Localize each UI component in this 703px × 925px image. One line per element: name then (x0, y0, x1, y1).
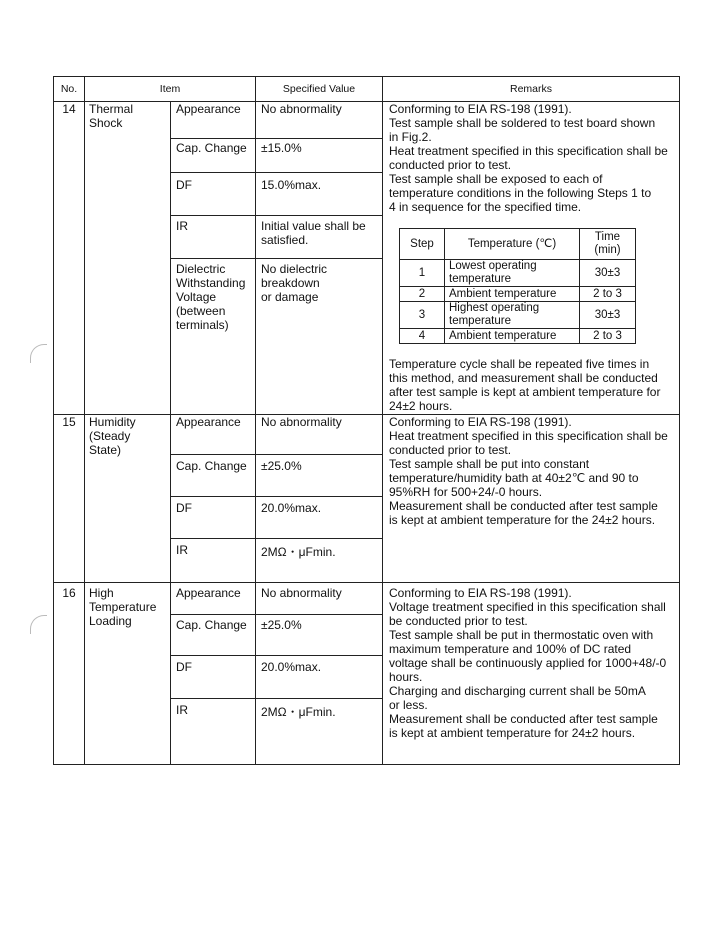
spec-value: No abnormality (261, 586, 342, 600)
sub-item-label: IR (176, 703, 188, 717)
col-divider-no (84, 76, 85, 765)
subrow-divider (170, 698, 383, 699)
sub-item-label: DF (176, 178, 192, 192)
remarks-text: Temperature cycle shall be repeated five times in this method, and measurement shall be conducted after test sample is kept at ambient temperature for 24±2 hours. (389, 357, 661, 413)
steps-cell-time: 30±3 (580, 302, 636, 329)
table-border-top (53, 76, 680, 77)
steps-cell-step: 3 (400, 302, 445, 329)
subrow-divider (170, 138, 383, 139)
sub-item-label: DF (176, 501, 192, 515)
steps-cell-step: 1 (400, 260, 445, 287)
spec-value: 2MΩ・μFmin. (261, 705, 336, 719)
scan-mark (30, 615, 47, 634)
row-number: 14 (62, 102, 76, 116)
sub-item-label: Appearance (176, 415, 241, 429)
subrow-divider (170, 258, 383, 259)
spec-value: 20.0%max. (261, 660, 322, 674)
test-item-name: Humidity (Steady State) (89, 415, 136, 457)
spec-value: 15.0%max. (261, 178, 322, 192)
spec-value: ±25.0% (261, 459, 302, 473)
table-border-bottom (53, 764, 680, 765)
test-item-name: High Temperature Loading (89, 586, 157, 628)
sub-item-label: Cap. Change (176, 141, 247, 155)
sub-item-label: IR (176, 219, 188, 233)
temperature-steps-table (399, 228, 636, 344)
col-divider-sub (255, 76, 256, 765)
steps-cell-step: 2 (400, 287, 445, 302)
table-border-right (679, 76, 680, 765)
remarks-text: Conforming to EIA RS-198 (1991). Heat treatment specified in this specification shall be conducted prior to test. Test sample shall be put into constant temperature/humidity bath at 40±2℃ and 90 to 95%RH for 500+24/-0 hours. Measurement shall be conducted after test sample is kept at ambient temperature for the 24±2 hours. (389, 415, 668, 527)
spec-value: 2MΩ・μFmin. (261, 545, 336, 559)
header-no: No. (60, 83, 78, 95)
sub-item-label: Cap. Change (176, 618, 247, 632)
spec-value: No abnormality (261, 415, 342, 429)
steps-header-step: Step (400, 229, 445, 260)
steps-cell-temperature: Highest operating temperature (445, 302, 580, 329)
header-item: Item (159, 83, 181, 95)
remarks-text: Conforming to EIA RS-198 (1991). Test sample shall be soldered to test board shown in Fig.2. Heat treatment specified in this specification shall be conducted prior to test. Test sample shall be exposed to each of temperature conditions in the following Steps 1 to 4 in sequence for the specified time. (389, 102, 668, 214)
spec-value: No dielectric breakdown or damage (261, 262, 328, 304)
subrow-divider (170, 496, 383, 497)
spec-value: ±15.0% (261, 141, 302, 155)
header-remarks: Remarks (509, 83, 552, 95)
spec-value: Initial value shall be satisfied. (261, 219, 366, 247)
steps-header-time: Time (min) (580, 229, 636, 260)
steps-cell-time: 30±3 (580, 260, 636, 287)
steps-cell-step: 4 (400, 329, 445, 344)
row-number: 16 (62, 586, 76, 600)
steps-cell-temperature: Ambient temperature (445, 329, 580, 344)
sub-item-label: DF (176, 660, 192, 674)
steps-cell-temperature: Ambient temperature (445, 287, 580, 302)
scan-mark (30, 344, 47, 363)
sub-item-label: IR (176, 543, 188, 557)
spec-value: No abnormality (261, 102, 342, 116)
sub-item-label: Appearance (176, 102, 241, 116)
steps-header-temperature: Temperature (℃) (445, 229, 580, 260)
row-divider-15-16 (53, 582, 680, 583)
header-spec: Specified Value (282, 83, 356, 95)
spec-value: 20.0%max. (261, 501, 322, 515)
subrow-divider (170, 172, 383, 173)
subrow-divider (170, 454, 383, 455)
sub-item-label: Dielectric Withstanding Voltage (between terminals) (176, 262, 246, 332)
row-number: 15 (62, 415, 76, 429)
remarks-text: Conforming to EIA RS-198 (1991). Voltage treatment specified in this specification shall be conducted prior to test. Test sample shall be put in thermostatic oven with maximum temperature and 100% of DC rated voltage shall be continuously applied for 1000+48/-0 hours. Charging and discharging current shall be 50mA or less. Measurement shall be conducted after test sample is kept at ambient temperature for 24±2 hours. (389, 586, 667, 740)
col-divider-item (170, 101, 171, 764)
subrow-divider (170, 215, 383, 216)
subrow-divider (170, 614, 383, 615)
steps-cell-temperature: Lowest operating temperature (445, 260, 580, 287)
spec-value: ±25.0% (261, 618, 302, 632)
test-item-name: Thermal Shock (89, 102, 134, 130)
steps-cell-time: 2 to 3 (580, 287, 636, 302)
subrow-divider (170, 655, 383, 656)
sub-item-label: Cap. Change (176, 459, 247, 473)
steps-cell-time: 2 to 3 (580, 329, 636, 344)
col-divider-spec (382, 76, 383, 765)
sub-item-label: Appearance (176, 586, 241, 600)
subrow-divider (170, 538, 383, 539)
